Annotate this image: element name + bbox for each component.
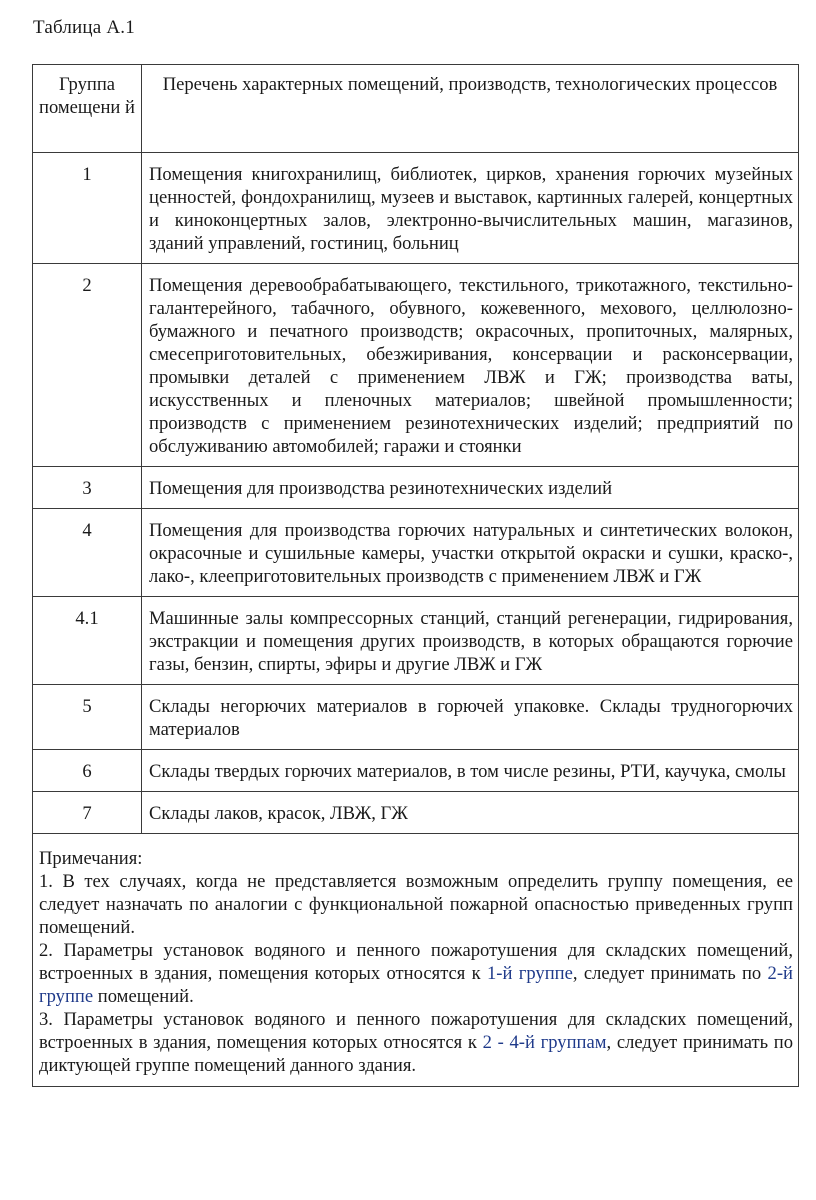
groups-2-4-link[interactable]: 2 - 4-й группам: [482, 1032, 607, 1053]
table-row: [33, 597, 799, 685]
notes-row: [33, 834, 799, 1087]
table-row: [33, 750, 799, 792]
group-2-link[interactable]: 2-й группе: [39, 963, 793, 1007]
description-cell: Склады твердых горючих материалов, в том числе резины, РТИ, каучука, смолы: [142, 750, 799, 792]
group-cell: 1: [33, 153, 142, 264]
group-cell: 4.1: [33, 597, 142, 685]
description-cell: Помещения деревообрабатывающего, текстильного, трикотажного, текстильно-галантерейного, табачного, обувного, кожевенного, мехового, целлюлозно-бумажного и печатного производств; окрасочных, пропиточных, малярных, смесеприготовительных, обезжиривания, консервации и расконсервации, промывки деталей с применением ЛВЖ и ГЖ; производства ваты, искусственных и пленочных материалов; швейной промышленности; производств с применением резинотехнических изделий; предприятий по обслуживанию автомобилей; гаражи и стоянки: [142, 264, 799, 467]
notes-title: Примечания:: [39, 848, 143, 869]
note-2-text-c: помещений.: [93, 986, 194, 1007]
table-row: [33, 264, 799, 467]
note-3: [39, 1008, 793, 1077]
group-cell: 5: [33, 685, 142, 750]
table-caption: Таблица А.1: [33, 17, 135, 38]
note-3-text-b: , следует принимать по диктующей группе помещений данного здания.: [39, 1032, 793, 1076]
notes-cell: [33, 834, 799, 1087]
group-1-link[interactable]: 1-й группе: [487, 963, 573, 984]
description-cell: Склады негорючих материалов в горючей упаковке. Склады трудногорючих материалов: [142, 685, 799, 750]
group-cell: 4: [33, 509, 142, 597]
table-header-row: [33, 65, 799, 153]
description-cell: Помещения для производства резинотехнических изделий: [142, 467, 799, 509]
rooms-groups-table: [32, 64, 799, 1087]
description-cell: Помещения для производства горючих натуральных и синтетических волокон, окрасочные и сушильные камеры, участки открытой окраски и сушки, краско-, лако-, клееприготовительных производств с применением ЛВЖ и ГЖ: [142, 509, 799, 597]
note-3-text-a: 3. Параметры установок водяного и пенного пожаротушения для складских помещений, встроенных в здания, помещения которых относятся к: [39, 1009, 793, 1053]
table-row: [33, 792, 799, 834]
group-cell: 7: [33, 792, 142, 834]
table-row: [33, 153, 799, 264]
table-row: [33, 467, 799, 509]
group-cell: 6: [33, 750, 142, 792]
note-2-text-a: 2. Параметры установок водяного и пенного пожаротушения для складских помещений, встроенных в здания, помещения которых относятся к: [39, 940, 793, 984]
note-2: [39, 939, 793, 1008]
header-group: Группа помещени й: [33, 65, 142, 153]
description-cell: Машинные залы компрессорных станций, станций регенерации, гидрирования, экстракции и помещения других производств, в которых обращаются горючие газы, бензин, спирты, эфиры и другие ЛВЖ и ГЖ: [142, 597, 799, 685]
table-row: [33, 685, 799, 750]
group-cell: 2: [33, 264, 142, 467]
description-cell: Склады лаков, красок, ЛВЖ, ГЖ: [142, 792, 799, 834]
header-list: Перечень характерных помещений, производств, технологических процессов: [142, 65, 799, 153]
note-2-text-b: , следует принимать по: [572, 963, 768, 984]
note-1: 1. В тех случаях, когда не представляется возможным определить группу помещения, ее следует назначать по аналогии с функциональной пожарной опасностью приведенных групп помещений.: [39, 871, 793, 938]
description-cell: Помещения книгохранилищ, библиотек, цирков, хранения горючих музейных ценностей, фондохранилищ, музеев и выставок, картинных галерей, концертных и киноконцертных залов, электронно-вычислительных машин, магазинов, зданий управлений, гостиниц, больниц: [142, 153, 799, 264]
group-cell: 3: [33, 467, 142, 509]
table-row: [33, 509, 799, 597]
